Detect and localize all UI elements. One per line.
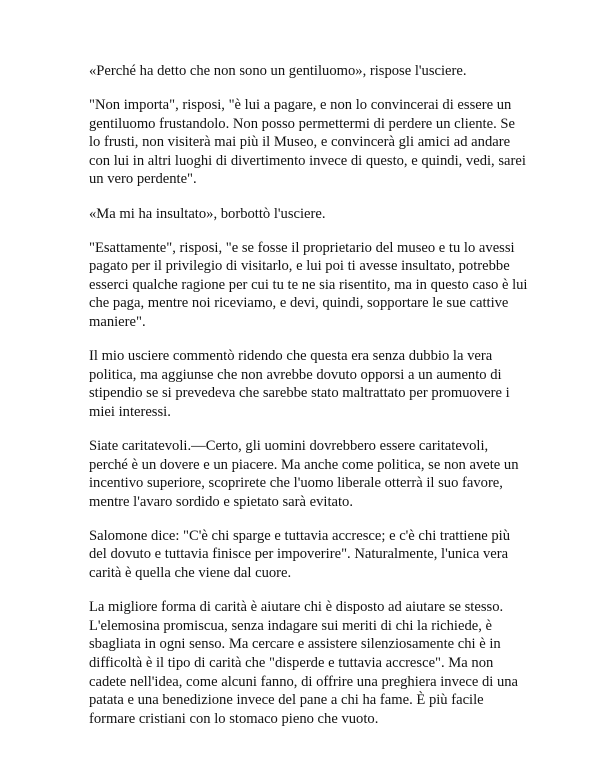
- paragraph: Siate caritatevoli.—Certo, gli uomini dovrebbero essere caritatevoli, perché è un dovere e un piacere. Ma anche come politica, se non avete un incentivo superiore, scoprirete che l'uomo liberale otterrà il suo favore, mentre l'avaro sordido e spietato sarà evitato.: [89, 438, 519, 510]
- paragraph: Salomone dice: "C'è chi sparge e tuttavia accresce; e c'è chi trattiene più del dovuto e tuttavia finisce per impoverire". Naturalmente, l'unica vera carità è quella che viene dal cuore.: [89, 527, 511, 582]
- paragraph: Il mio usciere commentò ridendo che questa era senza dubbio la vera politica, ma aggiunse che non avrebbe dovuto opporsi a un aumento di stipendio se si prevedeva che sarebbe stato maltrattato per promuovere i miei interessi.: [89, 348, 510, 420]
- paragraph: La migliore forma di carità è aiutare chi è disposto ad aiutare se stesso. L'elemosina promiscua, senza indagare sui meriti di chi la richiede, è sbagliata in ogni senso. Ma cercare e assistere silenziosamente chi è in difficoltà è il tipo di carità che "disperde e tuttavia accresce". Ma non cadete nell'idea, come alcuni fanno, di offrire una preghiera invece di una patata e una benedizione invece del pane a chi ha fame. È più facile formare cristiani con lo stomaco pieno che vuoto.: [89, 599, 519, 727]
- paragraph: "Non importa", risposi, "è lui a pagare, e non lo convincerai di essere un gentiluomo frustandolo. Non posso permettermi di perdere un cliente. Se lo frusti, non visiterà mai più il Museo, e convincerà gli amici ad andare con lui in altri luoghi di divertimento invece di questo, e quindi, vedi, sarei un vero perdente".: [89, 97, 526, 188]
- paragraph: «Ma mi ha insultato», borbottò l'usciere.: [89, 205, 326, 222]
- paragraph: «Perché ha detto che non sono un gentiluomo», rispose l'usciere.: [89, 63, 467, 79]
- paragraph: "Esattamente", risposi, "e se fosse il proprietario del museo e tu lo avessi pagato per il privilegio di visitarlo, e lui poi ti avesse insultato, potrebbe esserci qualche ragione per cui tu te ne sia risentito, ma in questo caso è lui che paga, mentre noi riceviamo, e devi, quindi, sopportare le sue cattive maniere".: [89, 239, 528, 331]
- document-page: [89, 62, 529, 744]
